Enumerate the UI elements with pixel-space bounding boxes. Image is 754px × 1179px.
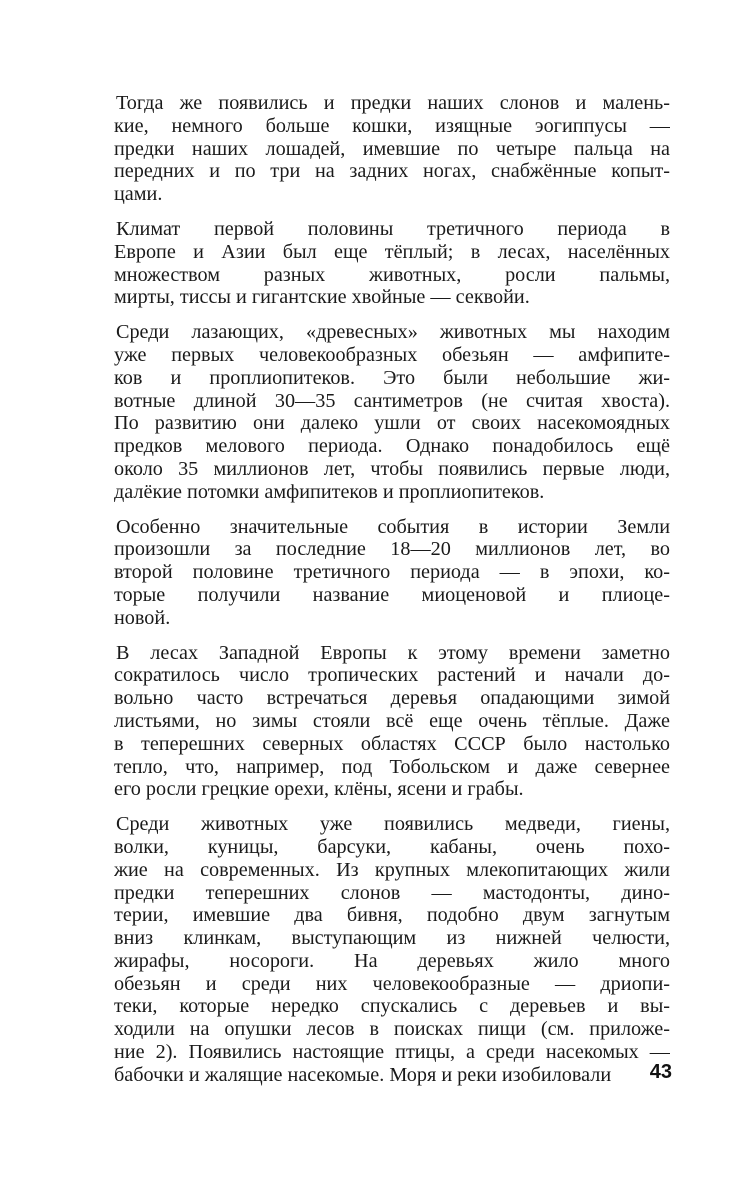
text-line: произошли за последние 18—20 миллионов лет, во	[114, 538, 670, 561]
text-line: Среди животных уже появились медведи, гиены,	[116, 813, 670, 836]
text-line: вольно часто встречаться деревья опадающими зимой	[114, 687, 670, 710]
text-line: терии, имевшие два бивня, подобно двум загнутым	[114, 904, 670, 927]
text-line: цами.	[114, 183, 163, 206]
paragraph	[114, 321, 670, 503]
text-line: множеством разных животных, росли пальмы,	[114, 263, 670, 286]
text-line: ков и проплиопитеков. Это были небольшие жи-	[114, 366, 670, 389]
text-line: кие, немного больше кошки, изящные эогиппусы —	[114, 114, 670, 137]
paragraph	[114, 813, 670, 1087]
paragraph	[114, 642, 670, 802]
paragraph	[114, 516, 670, 630]
text-line: Среди лазающих, «древесных» животных мы находим	[116, 321, 670, 344]
text-line: предки наших лошадей, имевшие по четыре пальца на	[114, 137, 670, 160]
text-line: жие на современных. Из крупных млекопитающих жили	[114, 858, 670, 881]
text-line: около 35 миллионов лет, чтобы появились первые люди,	[114, 457, 670, 480]
text-line: тепло, что, например, под Тобольском и даже севернее	[114, 755, 670, 778]
text-line: предков мелового периода. Однако понадобилось ещё	[114, 435, 670, 458]
book-page	[114, 92, 670, 1092]
text-line: в теперешних северных областях СССР было настолько	[114, 732, 670, 755]
text-line: уже первых человекообразных обезьян — амфипите-	[114, 343, 670, 366]
text-line: его росли грецкие орехи, клёны, ясени и грабы.	[114, 778, 524, 801]
text-line: жирафы, носороги. На деревьях жило много	[114, 949, 670, 972]
text-line: волки, куницы, барсуки, кабаны, очень похо-	[114, 835, 670, 858]
text-line: Тогда же появились и предки наших слонов и малень-	[116, 92, 670, 114]
text-line: В лесах Западной Европы к этому времени заметно	[116, 641, 670, 664]
paragraph	[114, 92, 670, 206]
text-line: второй половине третичного периода — в эпохи, ко-	[114, 561, 670, 584]
text-line: листьями, но зимы стояли всё еще очень тёплые. Даже	[114, 709, 670, 732]
text-line: сократилось число тропических растений и начали до-	[114, 664, 670, 687]
text-line: По развитию они далеко ушли от своих насекомоядных	[114, 412, 670, 435]
paragraph	[114, 218, 670, 309]
text-line: ходили на опушки лесов в поисках пищи (см. приложе-	[114, 1018, 670, 1041]
text-line: далёкие потомки амфипитеков и проплиопитеков.	[114, 480, 545, 503]
text-line: бабочки и жалящие насекомые. Моря и реки изобиловали	[114, 1063, 612, 1086]
text-line: обезьян и среди них человекообразные — дриопи-	[114, 972, 670, 995]
text-line: Особенно значительные события в истории Земли	[116, 515, 670, 538]
text-line: торые получили название миоценовой и плиоце-	[114, 583, 670, 606]
text-line: Европе и Азии был еще тёплый; в лесах, населённых	[114, 240, 670, 263]
text-body	[114, 92, 670, 1087]
text-line: ние 2). Появились настоящие птицы, а среди насекомых —	[114, 1041, 670, 1064]
page-number: 43	[649, 1061, 672, 1083]
text-line: мирты, тиссы и гигантские хвойные — секвойи.	[114, 286, 530, 309]
text-line: теки, которые нередко спускались с деревьев и вы-	[114, 995, 670, 1018]
text-line: передних и по три на задних ногах, снабжённые копыт-	[114, 160, 670, 183]
text-line: новой.	[114, 606, 171, 629]
text-line: предки теперешних слонов — мастодонты, дино-	[114, 881, 670, 904]
text-line: вниз клинкам, выступающим из нижней челюсти,	[114, 927, 670, 950]
text-line: вотные длиной 30—35 сантиметров (не считая хвоста).	[114, 389, 670, 412]
text-line: Климат первой половины третичного периода в	[116, 217, 670, 240]
